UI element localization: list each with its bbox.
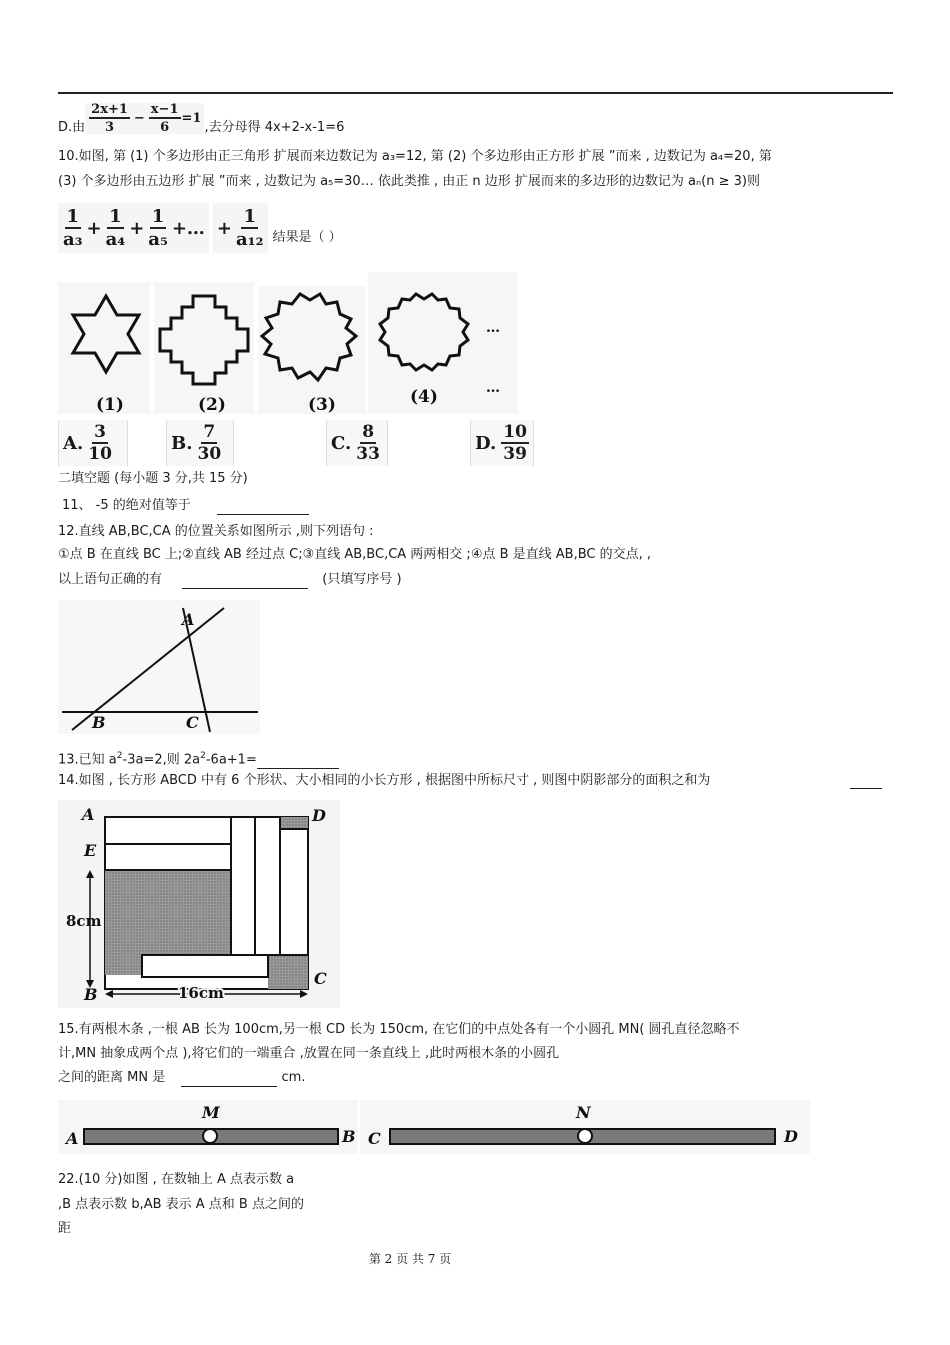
q14-label-e: E: [84, 841, 97, 860]
q15-label-b: B: [342, 1127, 356, 1146]
option-a-den: 10: [88, 443, 112, 464]
q11-text: 11、 -5 的绝对值等于: [62, 498, 191, 513]
shaded-area-top-right: [280, 817, 308, 829]
q11-answer-blank[interactable]: [217, 500, 309, 515]
q15-answer-blank[interactable]: [181, 1072, 277, 1087]
option-a[interactable]: [58, 420, 128, 466]
q9d-minus: −: [133, 110, 145, 126]
q14-label-8cm: 8cm: [66, 912, 102, 930]
fig-label-4: (4): [410, 387, 438, 407]
q14-label-c: C: [314, 969, 327, 988]
q10-plus-last: +: [216, 217, 233, 239]
q14-rectangle-figure: [58, 800, 340, 1008]
q22-line2: ,B 点表示数 b,AB 表示 A 点和 B 点之间的: [58, 1197, 304, 1212]
option-b-frac: [197, 421, 222, 464]
q9d-frac1-den: 3: [105, 119, 115, 135]
q14-label-16cm: 16cm: [178, 984, 224, 1002]
q13-mid: -3a=2,则 2a: [122, 752, 201, 768]
small-rect-5: [280, 829, 308, 955]
option-d-num: 10: [503, 421, 527, 442]
q12-figure-bg: [58, 600, 260, 734]
q10-line2: (3) 个多边形由五边形 扩展 ”而来 , 边数记为 a₅=30… 依此类推 , 由正 n 边形 扩展而来的多边形的边数记为 aₙ(n ≥ 3)则: [58, 174, 760, 189]
q14-label-b: B: [84, 985, 98, 1004]
q15-sticks-figure: [58, 1098, 810, 1156]
hole-m: [203, 1129, 217, 1143]
q10-line1: 10.如图, 第 (1) 个多边形由正三角形 扩展而来边数记为 a₃=12, 第 (2) 个多边形由正方形 扩展 ”而来 , 边数记为 a₄=20, 第: [58, 149, 772, 164]
q9d-frac2-den: 6: [160, 119, 170, 135]
q13-answer-blank[interactable]: [257, 754, 339, 769]
q22-line1: 22.(10 分)如图 , 在数轴上 A 点表示数 a: [58, 1172, 295, 1187]
q15-line1: 15.有两根木条 ,一根 AB 长为 100cm,另一根 CD 长为 150cm, 在它们的中点处各有一个小圆孔 MN( 圆孔直径忽略不: [58, 1022, 740, 1037]
q9d-frac2: [149, 103, 181, 134]
q10-tail: 结果是（ ）: [272, 229, 342, 245]
q12-line2: ①点 B 在直线 BC 上;②直线 AB 经过点 C;③直线 AB,BC,CA 两两相交 ;④点 B 是直线 AB,BC 的交点, ,: [58, 547, 652, 562]
option-b-den: 30: [197, 443, 222, 464]
option-b-num: 7: [203, 421, 216, 442]
q9d-prefix: D.由: [58, 119, 86, 135]
q10-plus-1: +: [86, 217, 102, 239]
q10-term-2-num: 1: [109, 205, 122, 227]
section-2-heading: 二填空题 (每小题 3 分,共 15 分): [58, 471, 248, 486]
small-rect-2: [105, 844, 231, 870]
q10-plus-2: +: [129, 217, 145, 239]
small-rect-3: [231, 817, 255, 955]
q10-sum-expression: [58, 203, 342, 253]
q15-label-n: N: [576, 1103, 591, 1122]
q10-term-last-den: a₁₂: [236, 228, 264, 250]
q10-dots-1: …: [486, 320, 500, 336]
option-b-label: B.: [171, 432, 193, 454]
q10-term-1: [63, 205, 83, 250]
q13-pre: 13.已知 a: [58, 752, 117, 768]
option-d-frac: [501, 421, 529, 464]
hole-n: [578, 1129, 592, 1143]
option-a-num: 3: [94, 421, 106, 442]
option-a-label: A.: [63, 432, 84, 454]
q13: [58, 747, 339, 769]
q12-lines-figure: [58, 600, 260, 734]
q12-line1: 12.直线 AB,BC,CA 的位置关系如图所示 ,则下列语句 :: [58, 524, 374, 539]
option-c-label: C.: [331, 432, 352, 454]
q15-label-m: M: [202, 1103, 220, 1122]
option-a-frac: [88, 421, 112, 464]
q15-line3: [58, 1069, 305, 1087]
q10-term-last-num: 1: [243, 205, 256, 227]
q22-line3: 距: [58, 1221, 72, 1236]
q15-label-a: A: [66, 1129, 79, 1148]
q12-label-a: A: [182, 610, 195, 629]
small-rect-4: [255, 817, 280, 955]
option-c[interactable]: [326, 420, 388, 466]
q10-term-2-den: a₄: [105, 228, 126, 250]
q12-line3-prefix: 以上语句正确的有: [58, 572, 163, 587]
q12-answer-blank[interactable]: [182, 574, 308, 589]
q10-sum-left: [58, 203, 209, 253]
q10-polygon-figure: [58, 272, 518, 414]
q14-label-d: D: [312, 806, 326, 825]
small-rect-1: [105, 817, 231, 844]
q12-line3-suffix: (只填写序号 ): [322, 572, 402, 587]
q9d-frac1-num: 2x+1: [91, 101, 128, 117]
option-d-label: D.: [475, 432, 497, 454]
q10-term-1-den: a₃: [63, 228, 83, 250]
q13-post: -6a+1=: [205, 752, 257, 768]
small-rect-6: [142, 955, 268, 977]
q13-sup2: 2: [200, 751, 206, 761]
fig-label-3: (3): [308, 395, 336, 414]
q10-term-2: [105, 205, 126, 250]
q10-dots: +…: [171, 217, 205, 239]
page-footer: 第 2 页 共 7 页: [368, 1252, 452, 1266]
q9d-equation: [85, 103, 204, 134]
fig-label-1: (1): [96, 395, 124, 414]
option-d-den: 39: [503, 443, 527, 464]
option-b[interactable]: [166, 420, 234, 466]
q15-line3-prefix: 之间的距离 MN 是: [58, 1070, 166, 1085]
option-c-num: 8: [362, 421, 375, 442]
q10-term-1-num: 1: [66, 205, 80, 227]
top-rule: [58, 92, 893, 94]
option-c-den: 33: [356, 443, 380, 464]
q10-term-last: [236, 205, 264, 250]
q12-line3: [58, 571, 402, 589]
q9d-eq: =1: [181, 110, 202, 126]
q10-term-3-den: a₅: [148, 228, 168, 250]
q10-sum-right: [213, 203, 269, 253]
q9d-suffix: ,去分母得 4x+2-x-1=6: [204, 119, 345, 135]
option-c-frac: [356, 421, 380, 464]
q15-label-c: C: [368, 1129, 381, 1148]
q15-line3-suffix: cm.: [281, 1070, 306, 1085]
q15-line2: 计,MN 抽象成两个点 ),将它们的一端重合 ,放置在同一条直线上 ,此时两根木条的小圆孔: [58, 1046, 560, 1061]
fig-label-2: (2): [198, 395, 226, 414]
q10-term-3-num: 1: [151, 205, 165, 227]
q10-term-3: [148, 205, 168, 250]
q11: [62, 497, 309, 515]
q9d-frac1: [89, 103, 130, 134]
q13-sup1: 2: [116, 751, 123, 761]
option-d[interactable]: [470, 420, 534, 466]
shaded-area-bottom-right: [268, 955, 308, 989]
q14-label-a: A: [82, 805, 95, 824]
q14-answer-blank[interactable]: [850, 774, 882, 789]
q14-text: 14.如图 , 长方形 ABCD 中有 6 个形状、大小相同的小长方形 , 根据图中所标尺寸 , 则图中阴影部分的面积之和为: [58, 773, 711, 788]
q10-dots-2: …: [486, 380, 500, 396]
q12-label-c: C: [186, 713, 199, 732]
q15-label-d: D: [784, 1127, 798, 1146]
q9-option-d: [58, 98, 344, 138]
q9d-frac2-num: x−1: [150, 101, 179, 117]
q12-label-b: B: [92, 713, 106, 732]
